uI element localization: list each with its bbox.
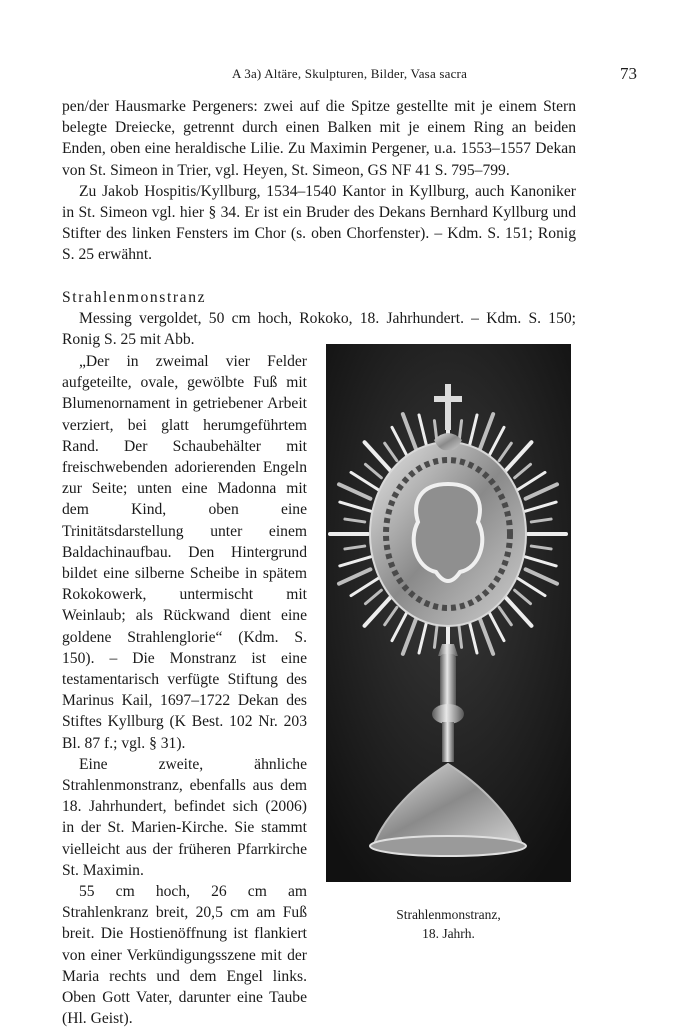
cross-icon: [445, 384, 451, 430]
body-text: [62, 96, 576, 350]
figure-caption: [326, 905, 571, 943]
caption-line-2: 18. Jahrh.: [422, 926, 475, 941]
monstrance-photo: [326, 344, 571, 882]
page-number: 73: [620, 64, 637, 83]
paragraph-second-monstrance: Eine zweite, ähnliche Strahlenmonstranz, ebenfalls aus dem 18. Jahrhundert, befindet sich (2006) in der St. Marien-Kirche. Sie stammt vielleicht aus der früheren Pfarrkirche St. Maximin.: [62, 755, 307, 879]
paragraph-material: Messing vergoldet, 50 cm hoch, Rokoko, 18. Jahrhundert. – Kdm. S. 150; Ronig S. 25 mit Abb.: [62, 309, 576, 349]
text-column: [62, 351, 307, 1030]
paragraph-quote: „Der in zweimal vier Felder aufgeteilte, ovale, gewölbte Fuß mit Blumenornament in getriebener Arbeit verziert, bei glatt herumgeführtem Rand. Der Schaubehälter mit freischwebenden adorierenden Engeln zur Seite; unten eine Madonna mit dem Kind, oben eine Trinitätsdarstellung unter einem Baldachinaufbau. Den Hintergrund bildet eine silberne Scheibe in spätem Rokokowerk, untermischt mit Weinlaub; als Rückwand dient eine goldene Strahlenglorie“ (Kdm. S. 150). – Die Monstranz ist eine testamentarisch verfügte Stiftung des Marinus Kail, 1697–1722 Dekan des Stiftes Kyllburg (K Best. 102 Nr. 203 Bl. 87 f.; vgl. § 31).: [62, 353, 307, 752]
monstrance-illustration: [326, 344, 571, 882]
host-window: [414, 484, 483, 581]
caption-line-1: Strahlenmonstranz,: [396, 907, 501, 922]
running-title: A 3a) Altäre, Skulpturen, Bilder, Vasa sacra: [231, 66, 468, 81]
running-head: [62, 64, 637, 86]
paragraph-continuation: pen/der Hausmarke Pergeners: zwei auf die Spitze gestellte mit je einem Stern belegte Dreiecke, getrennt durch einen Balken mit je einem Ring an beiden Enden, oben eine heraldische Lilie. Zu Maximin Pergener, u.a. 1553–1557 Dekan von St. Simeon in Trier, vgl. Heyen, St. Simeon, GS NF 41 S. 795–799.: [62, 98, 576, 179]
paragraph-hospitis: Zu Jakob Hospitis/Kyllburg, 1534–1540 Kantor in Kyllburg, auch Kanoniker in St. Simeon vgl. hier § 34. Er ist ein Bruder des Dekans Bernhard Kyllburg und Stifter des linken Fensters im Chor (s. oben Chorfenster). – Kdm. S. 151; Ronig S. 25 erwähnt.: [62, 182, 576, 264]
paragraph-dimensions: 55 cm hoch, 26 cm am Strahlenkranz breit, 20,5 cm am Fuß breit. Die Hostienöffnung ist flankiert von einer Verkündigungsszene mit der Maria rechts und dem Engel links. Oben Gott Vater, darunter eine Taube (Hl. Geist).: [62, 883, 307, 1028]
section-heading: Strahlenmonstranz: [62, 288, 207, 306]
section-gap: [62, 266, 576, 287]
